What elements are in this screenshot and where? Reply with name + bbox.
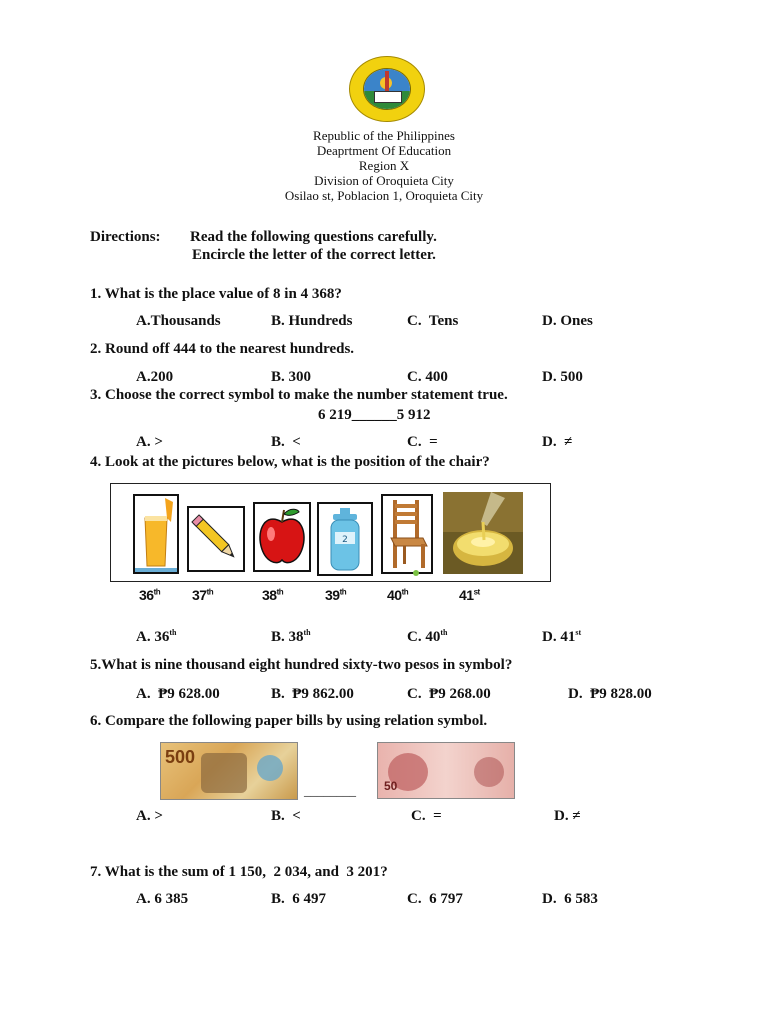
- header-line-4: Division of Oroquieta City: [314, 173, 454, 188]
- directions-line-1: Read the following questions carefully.: [190, 229, 437, 245]
- fifty-peso-bill: [377, 742, 515, 799]
- question-2: 2. Round off 444 to the nearest hundreds.: [90, 341, 355, 357]
- q7-option-d[interactable]: D. 6 583: [542, 891, 598, 907]
- q5-option-d[interactable]: D. ₱9 828.00: [568, 686, 652, 702]
- question-7: 7. What is the sum of 1 150, 2 034, and 3 201?: [90, 864, 388, 880]
- question-6: 6. Compare the following paper bills by using relation symbol.: [90, 713, 488, 729]
- picture-strip: [110, 483, 551, 582]
- header-line-1: Republic of the Philippines: [313, 128, 455, 143]
- q1-option-a[interactable]: A.Thousands: [136, 313, 221, 329]
- rank-label-36: 36th: [139, 587, 161, 603]
- header-line-2: Deaprtment Of Education: [316, 143, 452, 158]
- q3-option-d[interactable]: D. ≠: [542, 434, 573, 450]
- q6-option-a[interactable]: A. >: [136, 808, 163, 824]
- pencil-picture: [187, 506, 245, 572]
- q2-option-c[interactable]: C. 400: [407, 369, 448, 385]
- seal-emblem: [363, 68, 411, 110]
- header-line-5: Osilao st, Poblacion 1, Oroquieta City: [284, 188, 484, 203]
- bill-50-denomination: 50: [384, 779, 398, 793]
- q5-option-a[interactable]: A. ₱9 628.00: [136, 686, 220, 702]
- rank-label-37: 37th: [192, 587, 214, 603]
- q1-option-d[interactable]: D. Ones: [542, 313, 593, 329]
- q7-option-a[interactable]: A. 6 385: [136, 891, 189, 907]
- q7-option-c[interactable]: C. 6 797: [407, 891, 463, 907]
- five-hundred-peso-bill: [160, 742, 298, 800]
- q3-option-a[interactable]: A. >: [136, 434, 163, 450]
- question-1: 1. What is the place value of 8 in 4 368?: [90, 286, 342, 302]
- juice-glass-picture: [133, 494, 179, 574]
- directions-line-2: Encircle the letter of the correct letter.: [192, 247, 436, 263]
- question-3: 3. Choose the correct symbol to make the number statement true.: [90, 387, 508, 403]
- q6-option-d[interactable]: D. ≠: [554, 808, 581, 824]
- cooking-oil-picture: [443, 492, 523, 574]
- q2-option-b[interactable]: B. 300: [271, 369, 312, 385]
- rank-label-39: 39th: [325, 587, 347, 603]
- position-marker-dot: [413, 570, 419, 576]
- q3-statement: 6 219______5 912: [318, 407, 431, 423]
- q3-option-b[interactable]: B. <: [271, 434, 301, 450]
- q2-option-d[interactable]: D. 500: [542, 369, 583, 385]
- q5-option-b[interactable]: B. ₱9 862.00: [271, 686, 354, 702]
- deped-seal-logo: [349, 56, 425, 122]
- q4-option-b[interactable]: B. 38th: [271, 628, 311, 645]
- rank-label-41: 41st: [459, 587, 480, 603]
- chair-picture: [381, 494, 433, 574]
- lpg-tank-picture: [317, 502, 373, 576]
- q6-option-b[interactable]: B. <: [271, 808, 301, 824]
- q7-option-b[interactable]: B. 6 497: [271, 891, 327, 907]
- q2-option-a[interactable]: A.200: [136, 369, 174, 385]
- q3-option-c[interactable]: C. =: [407, 434, 438, 450]
- q1-option-b[interactable]: B. Hundreds: [271, 313, 353, 329]
- directions-label: Directions:: [90, 229, 161, 245]
- q6-blank: ________: [304, 783, 356, 798]
- q1-option-c[interactable]: C. Tens: [407, 313, 459, 329]
- q5-option-c[interactable]: C. ₱9 268.00: [407, 686, 491, 702]
- q4-option-c[interactable]: C. 40th: [407, 628, 448, 645]
- rank-label-38: 38th: [262, 587, 284, 603]
- svg-text:2: 2: [342, 535, 348, 545]
- q4-option-d[interactable]: D. 41st: [542, 628, 582, 645]
- question-4: 4. Look at the pictures below, what is the position of the chair?: [90, 454, 490, 470]
- apple-picture: [253, 502, 311, 572]
- rank-label-40: 40th: [387, 587, 409, 603]
- header-line-3: Region X: [358, 158, 410, 173]
- q6-option-c[interactable]: C. =: [411, 808, 442, 824]
- q4-option-a[interactable]: A. 36th: [136, 628, 177, 645]
- question-5: 5.What is nine thousand eight hundred sixty-two pesos in symbol?: [90, 657, 513, 673]
- bill-500-denomination: 500: [165, 747, 196, 767]
